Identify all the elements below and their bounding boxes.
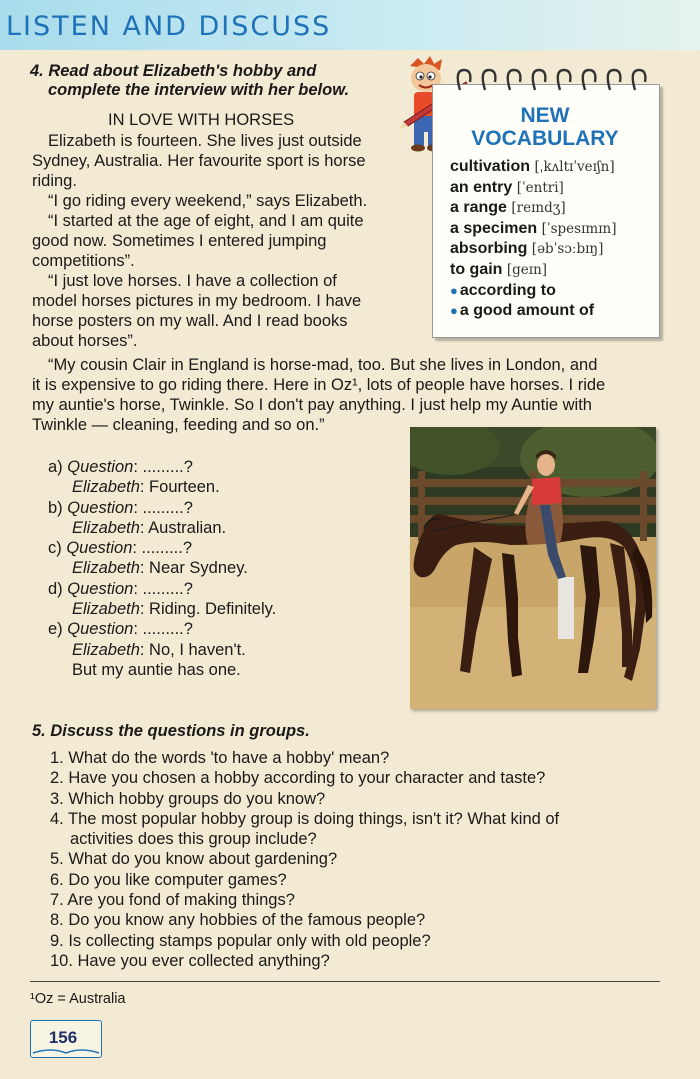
vocab-item (450, 261, 662, 282)
story-text (32, 131, 402, 351)
interview-list (48, 458, 388, 681)
vocab-transcription: [ˈentri] (516, 179, 564, 196)
qa-question: c) Question: .........? (48, 539, 192, 558)
horse-riding-photo (410, 427, 656, 709)
discussion-question: 9. Is collecting stamps popular only with old people? (50, 931, 431, 950)
qa-answer: Elizabeth: Fourteen. (72, 478, 220, 497)
story-title: IN LOVE WITH HORSES (108, 111, 295, 129)
discussion-question: 4. The most popular hobby group is doing things, isn't it? What kind of (50, 809, 560, 828)
vocab-item (450, 199, 662, 220)
vocab-transcription: [əbˈsɔːbɪŋ] (531, 241, 604, 258)
vocab-item (450, 158, 662, 179)
bullet-icon: ● (450, 303, 458, 319)
footnote: ¹Oz = Australia (30, 991, 126, 1007)
vocabulary-heading (432, 104, 658, 150)
discussion-questions (50, 749, 670, 972)
vocabulary-heading-line-1: NEW (520, 104, 570, 127)
footnote-divider (30, 981, 660, 982)
vocab-item (450, 179, 662, 200)
vocab-transcription: [ˈspesɪmɪn] (541, 220, 617, 237)
qa-question: b) Question: .........? (48, 498, 193, 517)
qa-question: e) Question: .........? (48, 620, 193, 639)
vocab-transcription: [geɪn] (506, 261, 548, 278)
story-line: competitions”. (32, 252, 135, 270)
qa-answer: Elizabeth: Australian. (72, 518, 227, 537)
vocab-item (450, 240, 662, 261)
notepad-spiral-rings (452, 64, 652, 94)
page-number: 156 (48, 1028, 78, 1047)
task-4-title-line-2: complete the interview with her below. (48, 81, 350, 99)
vocab-word: a specimen (450, 219, 538, 237)
story-line: Elizabeth is fourteen. She lives just outside (48, 132, 362, 150)
vocab-phrase (450, 282, 662, 303)
discussion-question: 5. What do you know about gardening? (50, 850, 338, 869)
qa-answer: Elizabeth: No, I haven't. (72, 640, 246, 659)
qa-question: d) Question: .........? (48, 579, 193, 598)
vocabulary-heading-line-2: VOCABULARY (471, 127, 619, 150)
discussion-question: 2. Have you chosen a hobby according to your character and taste? (50, 769, 546, 788)
discussion-question: 8. Do you know any hobbies of the famous people? (50, 911, 426, 930)
qa-answer-continued: But my auntie has one. (72, 660, 241, 679)
vocab-item (450, 220, 662, 241)
discussion-question: 7. Are you fond of making things? (50, 891, 295, 910)
bullet-icon: ● (450, 282, 458, 298)
qa-answer: Elizabeth: Near Sydney. (72, 559, 248, 578)
story-line: Sydney, Australia. Her favourite sport is horse (32, 152, 366, 170)
story-line: “My cousin Clair in England is horse-mad, too. But she lives in London, and (48, 356, 598, 374)
discussion-question: 6. Do you like computer games? (50, 870, 287, 889)
vocab-phrase-text: a good amount of (459, 302, 595, 320)
qa-question: a) Question: .........? (48, 458, 193, 476)
section-title: LISTEN AND DISCUSS (6, 11, 332, 42)
story-line: riding. (32, 172, 77, 190)
vocab-word: to gain (450, 260, 503, 278)
vocab-transcription: [ˌkʌltɪˈveɪʃn] (534, 159, 615, 175)
story-line: model horses pictures in my bedroom. I have (32, 292, 362, 310)
discussion-question-continued: activities does this group include? (70, 830, 317, 849)
story-line: about horses”. (32, 332, 138, 350)
page-number-badge (30, 1020, 102, 1058)
story-line: “I just love horses. I have a collection of (48, 272, 337, 290)
vocabulary-list (450, 158, 662, 323)
story-line: “I go riding every weekend,” says Elizabeth. (48, 192, 368, 210)
discussion-question: 10. Have you ever collected anything? (50, 951, 330, 970)
story-text-wide (32, 355, 662, 435)
vocab-transcription: [reɪndʒ] (511, 200, 566, 217)
task-5-title: 5. Discuss the questions in groups. (32, 722, 310, 740)
vocab-word: an entry (450, 178, 513, 196)
task-4-title-line-1: 4. Read about Elizabeth's hobby and (30, 62, 317, 80)
story-line: Twinkle — cleaning, feeding and so on.” (32, 416, 325, 434)
vocab-word: absorbing (450, 240, 528, 258)
story-line: it is expensive to go riding there. Here in Oz¹, lots of people have horses. I ride (32, 376, 606, 394)
story-line: horse posters on my wall. And I read books (32, 312, 348, 330)
story-line: my auntie's horse, Twinkle. So I don't pay anything. I just help my Auntie with (32, 396, 592, 414)
vocab-word: a range (450, 199, 507, 217)
story-line: good now. Sometimes I entered jumping (32, 232, 327, 250)
qa-answer: Elizabeth: Riding. Definitely. (72, 600, 277, 619)
discussion-question: 1. What do the words 'to have a hobby' mean? (50, 749, 390, 767)
vocab-phrase-text: according to (459, 281, 556, 299)
vocab-phrase (450, 302, 662, 323)
discussion-question: 3. Which hobby groups do you know? (50, 789, 326, 808)
vocab-word: cultivation (450, 158, 531, 175)
story-line: “I started at the age of eight, and I am quite (48, 212, 364, 230)
